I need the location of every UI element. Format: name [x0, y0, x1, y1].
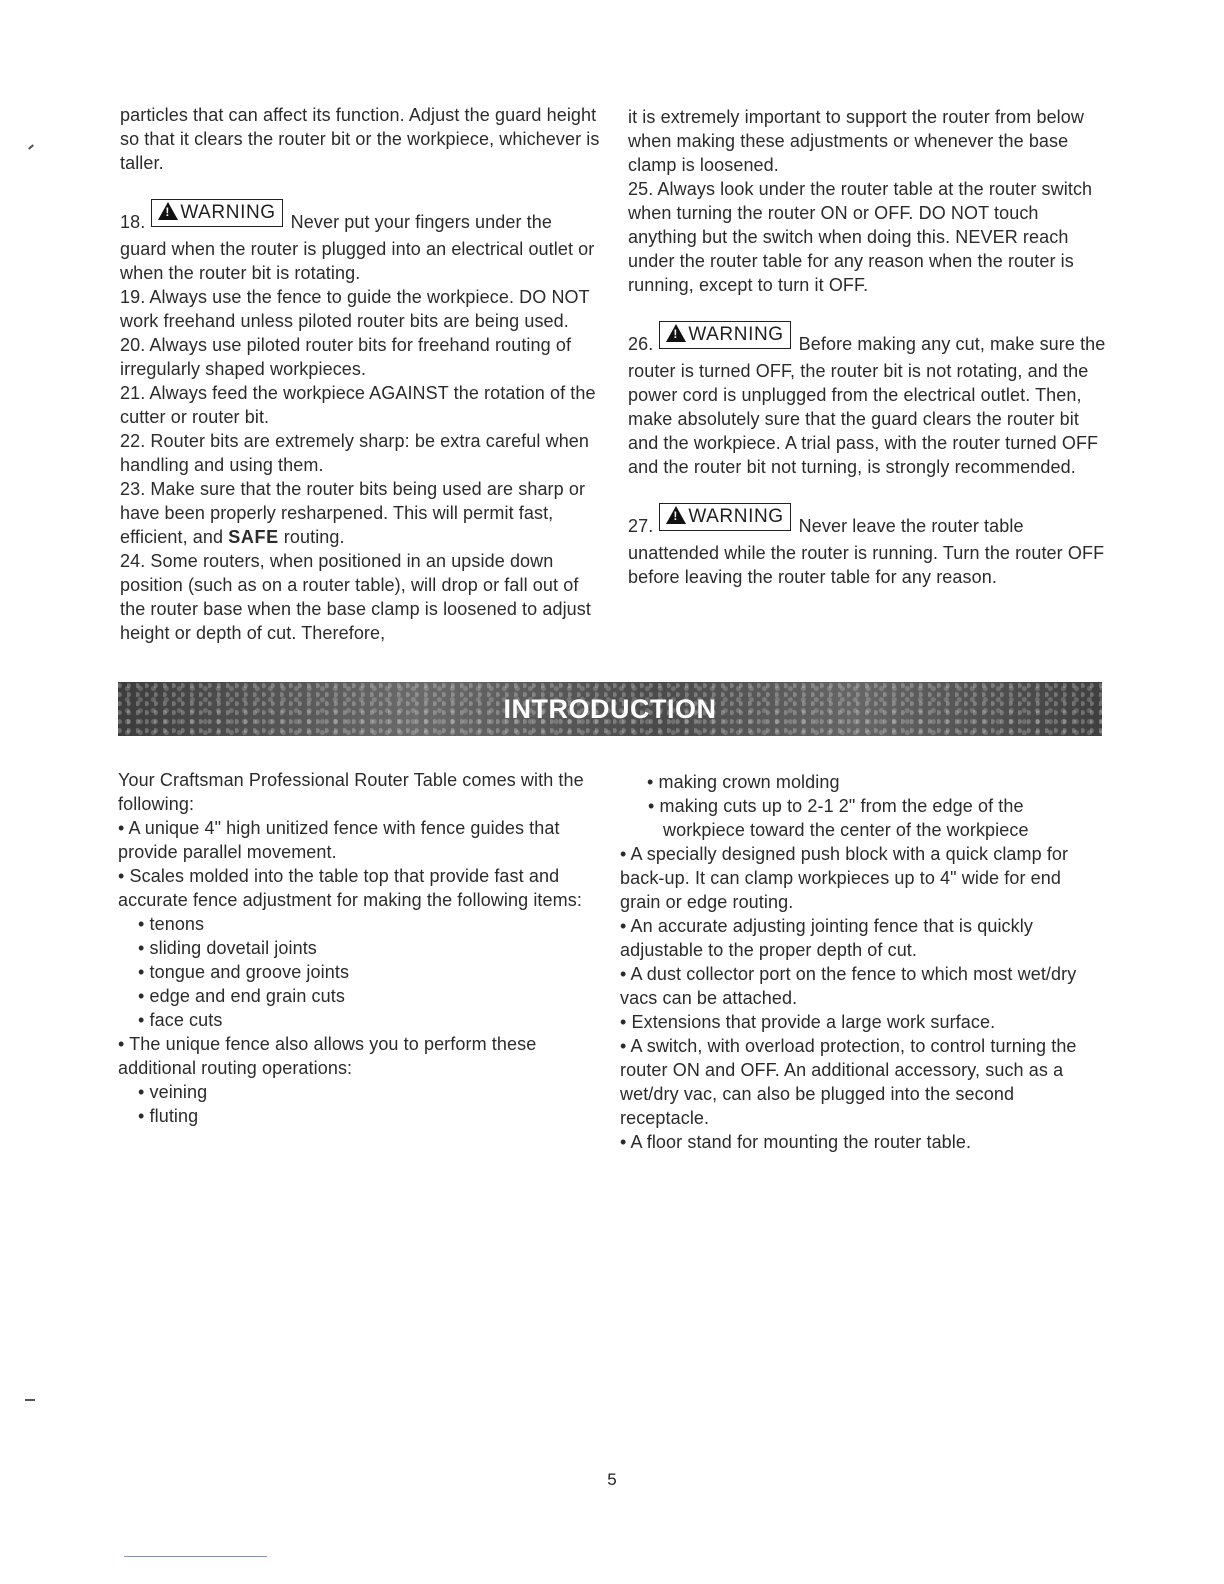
safety-item-25: 25. Always look under the router table at the router switch when turning the router ON or OFF. DO NOT touch anything but the switch when doing this. NEVER reach under the router table for any reason when the router is running, except to turn it OFF.: [628, 179, 1093, 295]
safety-item-24: 24. Some routers, when positioned in an upside down position (such as on a router table), will drop or fall out of the router base when the base clamp is loosened to adjust height or depth of cut. Therefore,: [120, 551, 591, 643]
warning-triangle-icon: [158, 202, 178, 220]
intro-bullet-extensions: • Extensions that provide a large work surface.: [620, 1012, 996, 1032]
scan-mark: [25, 1399, 35, 1401]
warning-triangle-icon: [666, 506, 686, 524]
item-text: Before making any cut, make sure the router is turned OFF, the router bit is not rotating, and the power cord is unplugged from the electrical outlet. Then, make absolutely sure that the guard clears the router bit and the workpiece. A trial pass, with the router turned OFF and the router bit not turning, is strongly recommended.: [628, 334, 1106, 477]
safety-item-22: 22. Router bits are extremely sharp: be extra careful when handling and using them.: [120, 431, 590, 475]
intro-bullet-switch: • A switch, with overload protection, to control turning the router ON and OFF. An additional accessory, such as a wet/dry vac, can also be plugged into the second receptacle.: [620, 1036, 1077, 1128]
safety-item-21: 21. Always feed the workpiece AGAINST the rotation of the cutter or router bit.: [120, 383, 596, 427]
emphasis-safe: SAFE: [228, 527, 279, 547]
safety-item-23: [120, 477, 602, 549]
intro-lead: Your Craftsman Professional Router Table comes with the following:: [118, 770, 584, 814]
warning-label-text: WARNING: [688, 324, 784, 345]
intro-bullet-scales: • Scales molded into the table top that provide fast and accurate fence adjustment for making the following items:: [118, 866, 582, 910]
list-item: • face cuts: [138, 1010, 223, 1030]
right-column-safety: [628, 105, 1106, 589]
warning-label: [151, 199, 282, 227]
page-number: 5: [607, 1470, 617, 1489]
list-item: • fluting: [138, 1106, 199, 1126]
warning-label: [659, 503, 790, 531]
scan-mark: [28, 144, 34, 149]
warning-label-text: WARNING: [180, 202, 276, 223]
list-item: • tenons: [138, 914, 205, 934]
safety-item-27: [628, 506, 1106, 589]
footer-rule: [124, 1556, 267, 1557]
list-item: • edge and end grain cuts: [138, 986, 345, 1006]
warning-label-text: WARNING: [688, 506, 784, 527]
intro-bullet-floor-stand: • A floor stand for mounting the router table.: [620, 1132, 972, 1152]
item-text: 23. Make sure that the router bits being used are sharp or have been properly resharpened. This will permit fast, efficient, and: [120, 479, 586, 547]
list-item: • tongue and groove joints: [138, 962, 350, 982]
left-column-safety: [120, 103, 602, 645]
section-banner: [118, 682, 1102, 736]
safety-item-20: 20. Always use piloted router bits for freehand routing of irregularly shaped workpieces.: [120, 335, 572, 379]
list-item: • veining: [138, 1082, 208, 1102]
section-title: INTRODUCTION: [503, 694, 717, 724]
item-number: 27.: [628, 516, 654, 536]
intro-bullet-fence: • A unique 4" high unitized fence with fence guides that provide parallel movement.: [118, 818, 560, 862]
intro-bullet-dust-port: • A dust collector port on the fence to which most wet/dry vacs can be attached.: [620, 964, 1077, 1008]
item-text-end: routing.: [283, 527, 345, 547]
safety-item-18: [120, 202, 602, 285]
list-item: • making cuts up to 2-1 2" from the edge of the workpiece toward the center of the workpiece: [648, 796, 1029, 840]
warning-triangle-icon: [666, 324, 686, 342]
list-item: • sliding dovetail joints: [138, 938, 317, 958]
right-column-introduction: [620, 770, 1106, 1154]
list-item: • making crown molding: [647, 772, 840, 792]
left-column-introduction: [118, 768, 600, 1128]
safety-item-26: [628, 324, 1106, 479]
warning-label: [659, 321, 790, 349]
intro-bullet-push-block: • A specially designed push block with a quick clamp for back-up. It can clamp workpieces up to 4" wide for end grain or edge routing.: [620, 844, 1069, 912]
intro-bullet-jointing-fence: • An accurate adjusting jointing fence that is quickly adjustable to the proper depth of cut.: [620, 916, 1033, 960]
paragraph-support-router: it is extremely important to support the router from below when making these adjustments or whenever the base clamp is loosened.: [628, 107, 1084, 175]
paragraph-guard-height: particles that can affect its function. Adjust the guard height so that it clears the router bit or the workpiece, whichever is taller.: [120, 105, 600, 173]
item-number: 26.: [628, 334, 654, 354]
item-text: Never put your fingers under the guard when the router is plugged into an electrical outlet or when the router bit is rotating.: [120, 212, 595, 283]
item-text: Never leave the router table unattended while the router is running. Turn the router OFF before leaving the router table for any reason.: [628, 516, 1105, 587]
intro-bullet-operations: • The unique fence also allows you to perform these additional routing operations:: [118, 1034, 537, 1078]
safety-item-19: 19. Always use the fence to guide the workpiece. DO NOT work freehand unless piloted router bits are being used.: [120, 287, 590, 331]
item-number: 18.: [120, 212, 146, 232]
